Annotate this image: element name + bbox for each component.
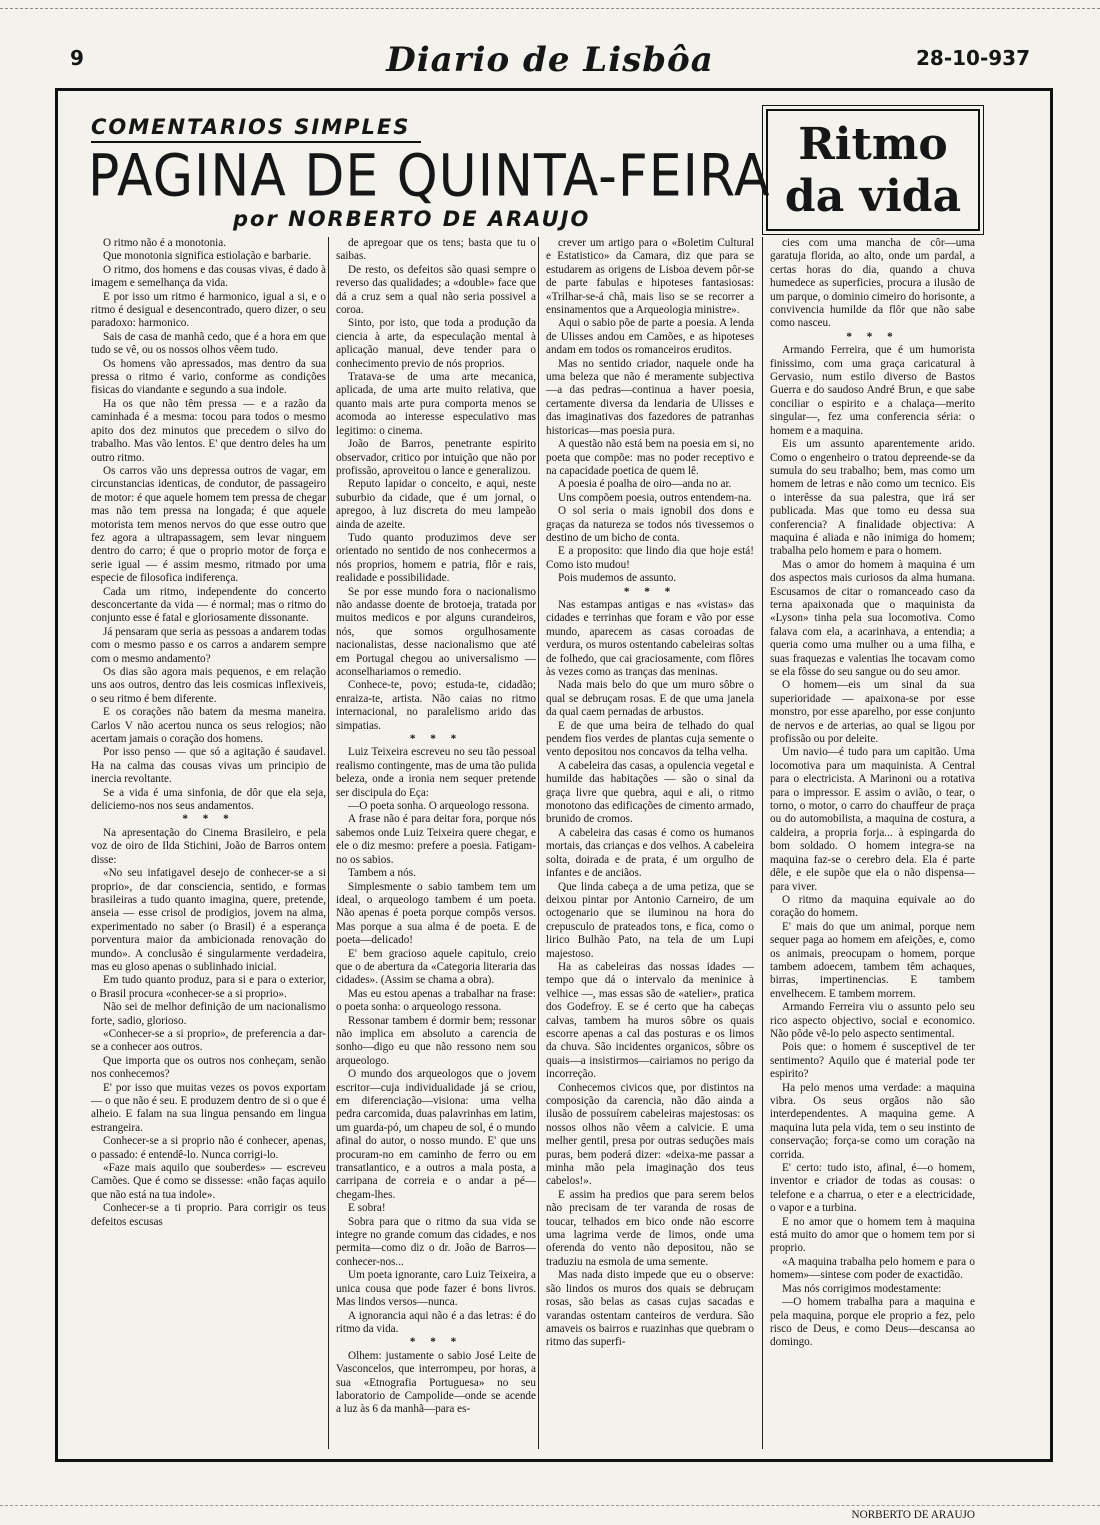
page-top-edge	[0, 8, 1100, 9]
paragraph: Sais de casa de manhã cedo, que é a hora em que tudo se vê, ou os nossos olhos vêem tudo.	[91, 330, 326, 357]
newspaper-header	[0, 40, 1100, 82]
paragraph: Em tudo quanto produz, para si e para o exterior, o Brasil procura «conhecer-se a si proprio».	[91, 974, 326, 1000]
paragraph: Não sei de melhor definição de um nacionalismo forte, sadio, glorioso.	[91, 1001, 326, 1027]
paragraph: Tratava-se de uma arte mecanica, aplicada, de uma arte muito relativa, que quanto mais arte pura comporta menos se acomoda ao interesse especulativo mas legitimo: o cinema.	[336, 371, 536, 437]
paragraph: Conhecer-se a ti proprio. Para corrigir os teus defeitos escusas	[91, 1202, 326, 1228]
paragraph: —O homem trabalha para a maquina e pela maquina, porque ele proprio a fez, pelo risco de Deus, e como Deus—descansa ao domingo.	[770, 1296, 975, 1349]
paragraph: Que linda cabeça a de uma petiza, que se deixou pintar por Antonio Carneiro, de um octogenario que se iluminou na hora do crepusculo de prateados tons, e fica, como o lirico Bulhão Pato, na tela de um Lupi majestoso.	[546, 880, 754, 960]
paragraph: Reputo lapidar o conceito, e aqui, neste suburbio da cidade, que é um jornal, o apregoo, à luz discreta do meu lampeão ainda de azeite.	[336, 478, 536, 531]
issue-date: 28-10-937	[915, 46, 1030, 70]
paragraph: Ressonar tambem é dormir bem; ressonar não implica em absoluto a carencia de sonho—digo eu que não ressono nem sou arqueologo.	[336, 1014, 536, 1067]
paragraph: O mundo dos arqueologos que o jovem escritor—cuja individualidade já se criou, em diferenciação—visiona: uma velha pedra carcomida, duas palavrinhas em latim, um guarda-pó, um chapeu de sol, é o mundo afinal do autor, o nosso mundo. E' que uns procuram-no em caminho de ferro ou em transatlantico, e a outros a mala posta, a carripana de correia e o andar a pé—chegam-lhes.	[336, 1068, 536, 1201]
paragraph: Ha os que não têm pressa — e a razão da caminhada é a mesma: tocou para todos o mesmo apito dos dez minutos que precedem o silvo do trabalho. Mas vão lentos. E' que dentro deles ha um outro ritmo.	[91, 397, 326, 464]
section-separator: * * *	[182, 813, 235, 826]
paragraph: «Faze mais aquilo que souberdes» — escreveu Camões. Que é como se dissesse: «não faças aquilo que não está na tua indole».	[91, 1162, 326, 1201]
paragraph: O ritmo não é a monotonia.	[103, 237, 227, 249]
paragraph: Ha as cabeleiras das nossas idades — tempo que dá o intervalo da meninice à velhice —, mas essas são de «atelier», pratica dos Godefroy. E se é certo que ha cabeças calvas, tambem ha muros sôbre os quais escorre apenas a cal das posturas e os limos da chuva. São incidentes organicos, sôbre os quais—a insistirmos—cairiamos no perigo da incorreção.	[546, 960, 754, 1081]
paragraph: —O poeta sonha. O arqueologo ressona.	[348, 800, 530, 813]
paragraph: Armando Ferreira, que é um humorista finissimo, com uma graça caricatural à Gervasio, num estilo diverso de Bastos Guerra e do saudoso André Brun, e que sabe conciliar o espirito e a chalaça—merito singular—, fez uma conferencia séria: o homem e a maquina.	[770, 344, 975, 437]
paragraph: E' mais do que um animal, porque nem sequer paga ao homem em afeições, e, como os animais, preocupam o homem, porque tambem adoecem, tambem têm achaques, birras, impertinencias. E tambem envelhecem. E tambem morrem.	[770, 920, 975, 1000]
paragraph: E os corações não batem da mesma maneira. Carlos V não acertou nunca os seus relogios; não acertam jamais o coração dos homens.	[91, 706, 326, 746]
paragraph: Um navio—é tudo para um capitão. Uma locomotiva para um maquinista. A Central para o electricista. A Marinoni ou a rotativa para o impressor. E assim o avião, o tear, o torno, o motor, o carro do chauffeur de praça ou do automobilista, a maquina de costura, a caldeira, a propria forja... à espingarda do bom soldado. O homem integra-se na maquina faz-se o cerebro dela. Ela é parte dêle, e ele supõe que ela o não dispensa—para viver.	[770, 746, 975, 893]
paragraph: O ritmo, dos homens e das cousas vivas, é dado à imagem e semelhança da vida.	[91, 263, 326, 290]
paragraph: E' por isso que muitas vezes os povos exportam — o que não é seu. E produzem dentro de si o que é alheio. E falam na sua lingua pensando em lingua estrangeira.	[91, 1081, 326, 1134]
paragraph: Mas nós corrigimos modestamente:	[782, 1282, 942, 1295]
paragraph: E' bem gracioso aquele capitulo, creio que o de abertura da «Categoria literaria das cidades». (Assim se chama a obra).	[336, 947, 536, 987]
paragraph: A ignorancia aqui não é a das letras: é do ritmo da vida.	[336, 1309, 536, 1335]
paragraph: Aqui o sabio põe de parte a poesia. A lenda de Ulisses andou em Camões, e as hipoteses andam em todos os romanceiros eruditos.	[546, 317, 754, 357]
paragraph: Nada mais belo do que um muro sôbre o qual se debruçam rosas. E de que uma janela da qual caem pernadas de arbustos.	[546, 679, 754, 719]
paragraph: «A maquina trabalha pelo homem e para o homem»—sintese com poder de exactidão.	[770, 1255, 975, 1282]
paragraph: «Conhecer-se a si proprio», de preferencia a dar-se a conhecer aos outros.	[91, 1027, 326, 1054]
paragraph: Luiz Teixeira escreveu no seu tão pessoal realismo contingente, mas de uma tão pulida beleza, onde a ironia nem sequer pretende ser discipula do Eça:	[336, 746, 536, 799]
paragraph: Mas nada disto impede que eu o observe: são lindos os muros dos quais se debruçam rosas, são belas as casas cujas sacadas e varandas ostentam canteiros de verdura. São amaveis os bairros e ruazinhas que quebram o ritmo das superfi-	[546, 1269, 754, 1349]
paragraph: Conhece-te, povo; estuda-te, cidadão; enraiza-te, artista. Não caias no ritmo internacional, no paralelismo arido das simpatias.	[336, 679, 536, 732]
article-signature: NORBERTO DE ARAUJO	[851, 1509, 975, 1521]
paragraph: A cabeleira das casas é como os humanos mortais, das crianças e dos velhos. A cabeleira solta, doirada e de prata, é um orgulho de infantes e de anciãos.	[546, 826, 754, 880]
paragraph: Tudo quanto produzimos deve ser orientado no sentido de nos conhecermos a nós proprios, homem e patria, flôr e rais, realidade e possibilidade.	[336, 531, 536, 585]
article-byline: por NORBERTO DE ARAUJO	[233, 207, 591, 231]
paragraph: Nas estampas antigas e nas «vistas» das cidades e terrinhas que foram e vão por esse mundo, aparecem as casas coroadas de verdura, os muros ostentando cabeleiras soltas de folhedo, que cai graciosamente, com flôres às vezes como as tranças das meninas.	[546, 598, 754, 678]
paragraph: O ritmo da maquina equivale ao do coração do homem.	[770, 893, 975, 920]
paragraph: Uns compõem poesia, outros entendem-na.	[558, 491, 752, 504]
paragraph: «No seu infatigavel desejo de conhecer-se a si proprio», de dar consciencia, sentido, e formas brasileiras a tudo quanto imagina, quere, pretende, anseia — esse crisol de prodigios, jovem na alma, experimentado no saber (o Brasil) é a esperança porventura maior da ambicionada renovação do mundo». A conclusão é singularmente verdadeira, mas eu gloso apenas o sublinhado inicial.	[91, 867, 326, 973]
paragraph: crever um artigo para o «Boletim Cultural e Estatistico» da Camara, diz que para se estudarem as origens de Lisboa devem pôr-se de parte fabulas e hipoteses fantasiosas: «Trilhar-se-á chã, mais liso se se recorrer a ensinamentos que a Arqueologia ministre».	[546, 237, 754, 317]
paragraph: E sobra!	[348, 1202, 386, 1215]
paragraph: De resto, os defeitos são quasi sempre o reverso das qualidades; a «double» face que dá a cruz sem a qual não seria possivel a coroa.	[336, 263, 536, 317]
paragraph: Mas eu estou apenas a trabalhar na frase: o poeta sonha: o arqueologo ressona.	[336, 987, 536, 1014]
paragraph: Sobra para que o ritmo da sua vida se integre no grande comum das cidades, e nos permita—como diz o dr. João de Barros—conhecer-nos...	[336, 1215, 536, 1268]
paragraph: Eis um assunto aparentemente arido. Como o engenheiro o tratou depreende-se da sumula do seu trabalho; bem, mas como um homem de letras e não como um tecnico. Eis o interêsse da sua palestra, que irá ser publicada. Mas que tomo eu dessa sua conferencia? A finalidade objectiva: A maquina é aliada e não inimiga do homem; trabalha pelo homem e para o homem.	[770, 438, 975, 558]
paragraph: Sinto, por isto, que toda a produção da ciencia à arte, da especulação mental à aplicação manual, deve tender para o conhecimento previo de nós proprios.	[336, 317, 536, 370]
paragraph: O homem—eis um sinal da sua superioridade — apaixona-se por esse monstro, por esse aparelho, por esse conjunto de nervos e de arterias, ao qual se ligou por profissão ou por deleite.	[770, 679, 975, 746]
text-column-2	[336, 237, 536, 1417]
column-rule	[762, 237, 763, 1449]
section-separator: * * *	[623, 585, 677, 598]
paragraph: Conhecer-se a si proprio não é conhecer, apenas, o passado: é entendê-lo. Nunca corrigi-lo.	[91, 1135, 326, 1161]
paragraph: A frase não é para deitar fora, porque nós sabemos onde Luiz Teixeira quere chegar, e ele o diz mesmo: prefere a poesia. Fatigam-no os sabios.	[336, 813, 536, 866]
section-kicker: COMENTARIOS SIMPLES	[91, 115, 411, 139]
section-title-box	[766, 109, 980, 231]
paragraph: Tambem a nós.	[348, 867, 416, 880]
paragraph: de apregoar que os tens; basta que tu o saibas.	[336, 237, 536, 263]
page-bottom-edge	[0, 1505, 1100, 1506]
paragraph: O sol seria o mais ignobil dos dons e graças da natureza se todos nós tivessemos o destino de um bicho de conta.	[546, 505, 754, 544]
article-frame	[55, 88, 1053, 1521]
article-headline: PAGINA DE QUINTA-FEIRA	[88, 143, 771, 211]
paragraph: Ha pelo menos uma verdade: a maquina vibra. Os seus orgãos não são interdependentes. A maquina geme. A maquina luta pela vida, tem o seu instinto de conservação; força-se como um coração na corrida.	[770, 1081, 975, 1161]
paragraph: A cabeleira das casas, a opulencia vegetal e humilde das habitações — são o sinal da graça livre que quebra, aqui e ali, o ritmo monotono das edificações de cimento armado, brunido de cromos.	[546, 759, 754, 826]
paragraph: Os homens vão apressados, mas dentro da sua pressa o ritmo é vario, conforme as condições fisicas do viandante e segundo a sua indole.	[91, 357, 326, 397]
paragraph: Mas no sentido criador, naquele onde ha uma beleza que não é meramente subjectiva—a das pedras—continua a haver poesia, certamente diversa da lendaria de Ulisses e das imaginativas dos fazedores de patranhas historicas—mas poesia pura.	[546, 357, 754, 437]
paragraph: Mas o amor do homem à maquina é um dos aspectos mais curiosos da alma humana. Escusamos de citar o romanceado caso da terna apaixonada que o maquinista da «Lyson» tinha pela sua locomotiva. Como falava com ela, a acarinhava, a entendia; a queria como uma mulher ou a uma filha, e suas fraquezas e valentias lhe tocavam como se ela fôsse do seu sangue ou do seu amor.	[770, 558, 975, 678]
paragraph: A questão não está bem na poesia em si, no poeta que compõe: mas no poder receptivo e na capacidade poetica de quem lê.	[546, 438, 754, 477]
paragraph: E no amor que o homem tem à maquina está muito do amor que o homem tem por si proprio.	[770, 1215, 975, 1255]
paragraph: E' certo: tudo isto, afinal, é—o homem, inventor e criador de todas as cousas: o telefone e a charrua, o eter e a electricidade, o vapor e a turbina.	[770, 1162, 975, 1215]
paragraph: A poesia é poalha de oiro—anda no ar.	[558, 478, 732, 491]
paragraph: Por isso penso — que só a agitação é saudavel. Ha na calma das cousas vivas um principio de inercia revoltante.	[91, 746, 326, 786]
section-separator: * * *	[409, 1336, 463, 1349]
paragraph: Na apresentação do Cinema Brasileiro, e pela voz de oiro de Ilda Stichini, João de Barros ontem disse:	[91, 826, 326, 866]
paragraph: Um poeta ignorante, caro Luiz Teixeira, a unica cousa que pode fazer é bons livros. Mas lindos versos—nunca.	[336, 1269, 536, 1309]
section-separator: * * *	[409, 733, 463, 746]
masthead: Diario de Lisbôa	[386, 40, 714, 80]
section-title-line-1: Ritmo	[798, 119, 948, 170]
paragraph: Pois mudemos de assunto.	[558, 572, 677, 585]
paragraph: E de que uma beira de telhado do qual pendem fios verdes de plantas cuja semente o vento depositou nos concavos da telha velha.	[546, 719, 754, 759]
text-column-1	[91, 237, 326, 1229]
page-number: 9	[70, 46, 84, 70]
column-rule	[538, 237, 539, 1449]
paragraph: Pois que: o homem é susceptivel de ter sentimento? Aquilo que é material pode ter espirito?	[770, 1041, 975, 1081]
paragraph: Os carros vão uns depressa outros de vagar, em circunstancias identicas, de condutor, de passageiro de motor: é que aquele homem tem pressa de chegar mas não tem pressa na longada; é que aquele motorista tem menos nervos do que esse outro que fez agora a ultrapassagem, sem levar ninguem dentro do carro; é que o proprio motor de força e serie igual — é assim mesmo, ritmado por uma especie de filosofica indiferença.	[91, 464, 326, 585]
paragraph: Simplesmente o sabio tambem tem um ideal, o arqueologo tambem é um poeta. Não apenas é poeta porque compôs versos. Mas porque a sua alma é de poeta. E de poeta—delicado!	[336, 880, 536, 947]
signature-block	[770, 1501, 975, 1521]
section-separator: * * *	[846, 330, 899, 343]
paragraph: João de Barros, penetrante espirito observador, critico por intuição que não por profissão, aproveitou o lance e generalizou.	[336, 438, 536, 477]
paragraph: E assim ha predios que para serem belos não precisam de ter varanda de rosas de toucar, telhados em bico onde não escorre uma lagrima verde de limos, onde uma oferenda do vento não depositou, não se traduziu na esmola de uma semente.	[546, 1188, 754, 1268]
paragraph: Se por esse mundo fora o nacionalismo não andasse doente de brotoeja, tratada por muitos medicos e por alguns curandeiros, nós, que somos orgulhosamente nacionalistas, desse nacionalismo que até em Portugal chegou ao universalismo — aconselhariamos o remedio.	[336, 585, 536, 678]
paragraph: Armando Ferreira viu o assunto pelo seu rico aspecto objectivo, social e economico. Não pôde vê-lo pelo aspecto sentimental.	[770, 1001, 975, 1040]
paragraph: Já pensaram que seria as pessoas a andarem todas com o mesmo passo e os carros a andarem sempre com o mesmo andamento?	[91, 625, 326, 665]
paragraph: Que monotonia significa estiolação e barbarie.	[103, 250, 312, 263]
text-column-3	[546, 237, 754, 1350]
column-rule	[328, 237, 329, 1449]
paragraph: cies com uma mancha de côr—uma garatuja florida, ao alto, onde um pardal, a certas horas do dia, quando a chuva humedece as superficies, procura a ilusão de um parque, o dominio cimeiro do horisonte, a convivencia humilde da flôr que não sabe como nasceu.	[770, 237, 975, 330]
text-column-4	[770, 237, 975, 1350]
paragraph: E por isso um ritmo é harmonico, igual a si, e o ritmo é desigual e desencontrado, quero dizer, o seu paradoxo: harmonico.	[91, 290, 326, 330]
paragraph: Que importa que os outros nos conheçam, senão nos conhecemos?	[91, 1054, 326, 1081]
paragraph: Os dias são agora mais pequenos, e em relação uns aos outros, dentro das leis cosmicas inflexiveis, o seu ritmo é bem diferente.	[91, 666, 326, 705]
paragraph: Se a vida é uma sinfonia, de dôr que ela seja, deliciemo-nos nos seus andamentos.	[91, 786, 326, 813]
paragraph: Conhecemos civicos que, por distintos na composição da carencia, não dão ainda a ilusão de possuírem cabeleiras majestosas: os nossos olhos não vêem a calvicie. E uma melher gentil, presa por outras seduções mais puras, bem poderá dizer: «deixa-me passar a minha mão pela imaginação dos teus cabelos!».	[546, 1081, 754, 1188]
paragraph: Cada um ritmo, independente do concerto desconcertante da vida — é normal; mas o ritmo do conjunto esse é fatal e gloriosamente dissonante.	[91, 585, 326, 625]
paragraph: Olhem: justamente o sabio José Leite de Vasconcelos, que interrompeu, por horas, a sua «Etnografia Portuguesa» no seu laboratorio de Campolide—onde se acende a luz às 6 da manhã—para es-	[336, 1349, 536, 1416]
paragraph: E a proposito: que lindo dia que hoje está! Como isto mudou!	[546, 545, 754, 571]
section-title-line-2: da vida	[784, 171, 962, 222]
